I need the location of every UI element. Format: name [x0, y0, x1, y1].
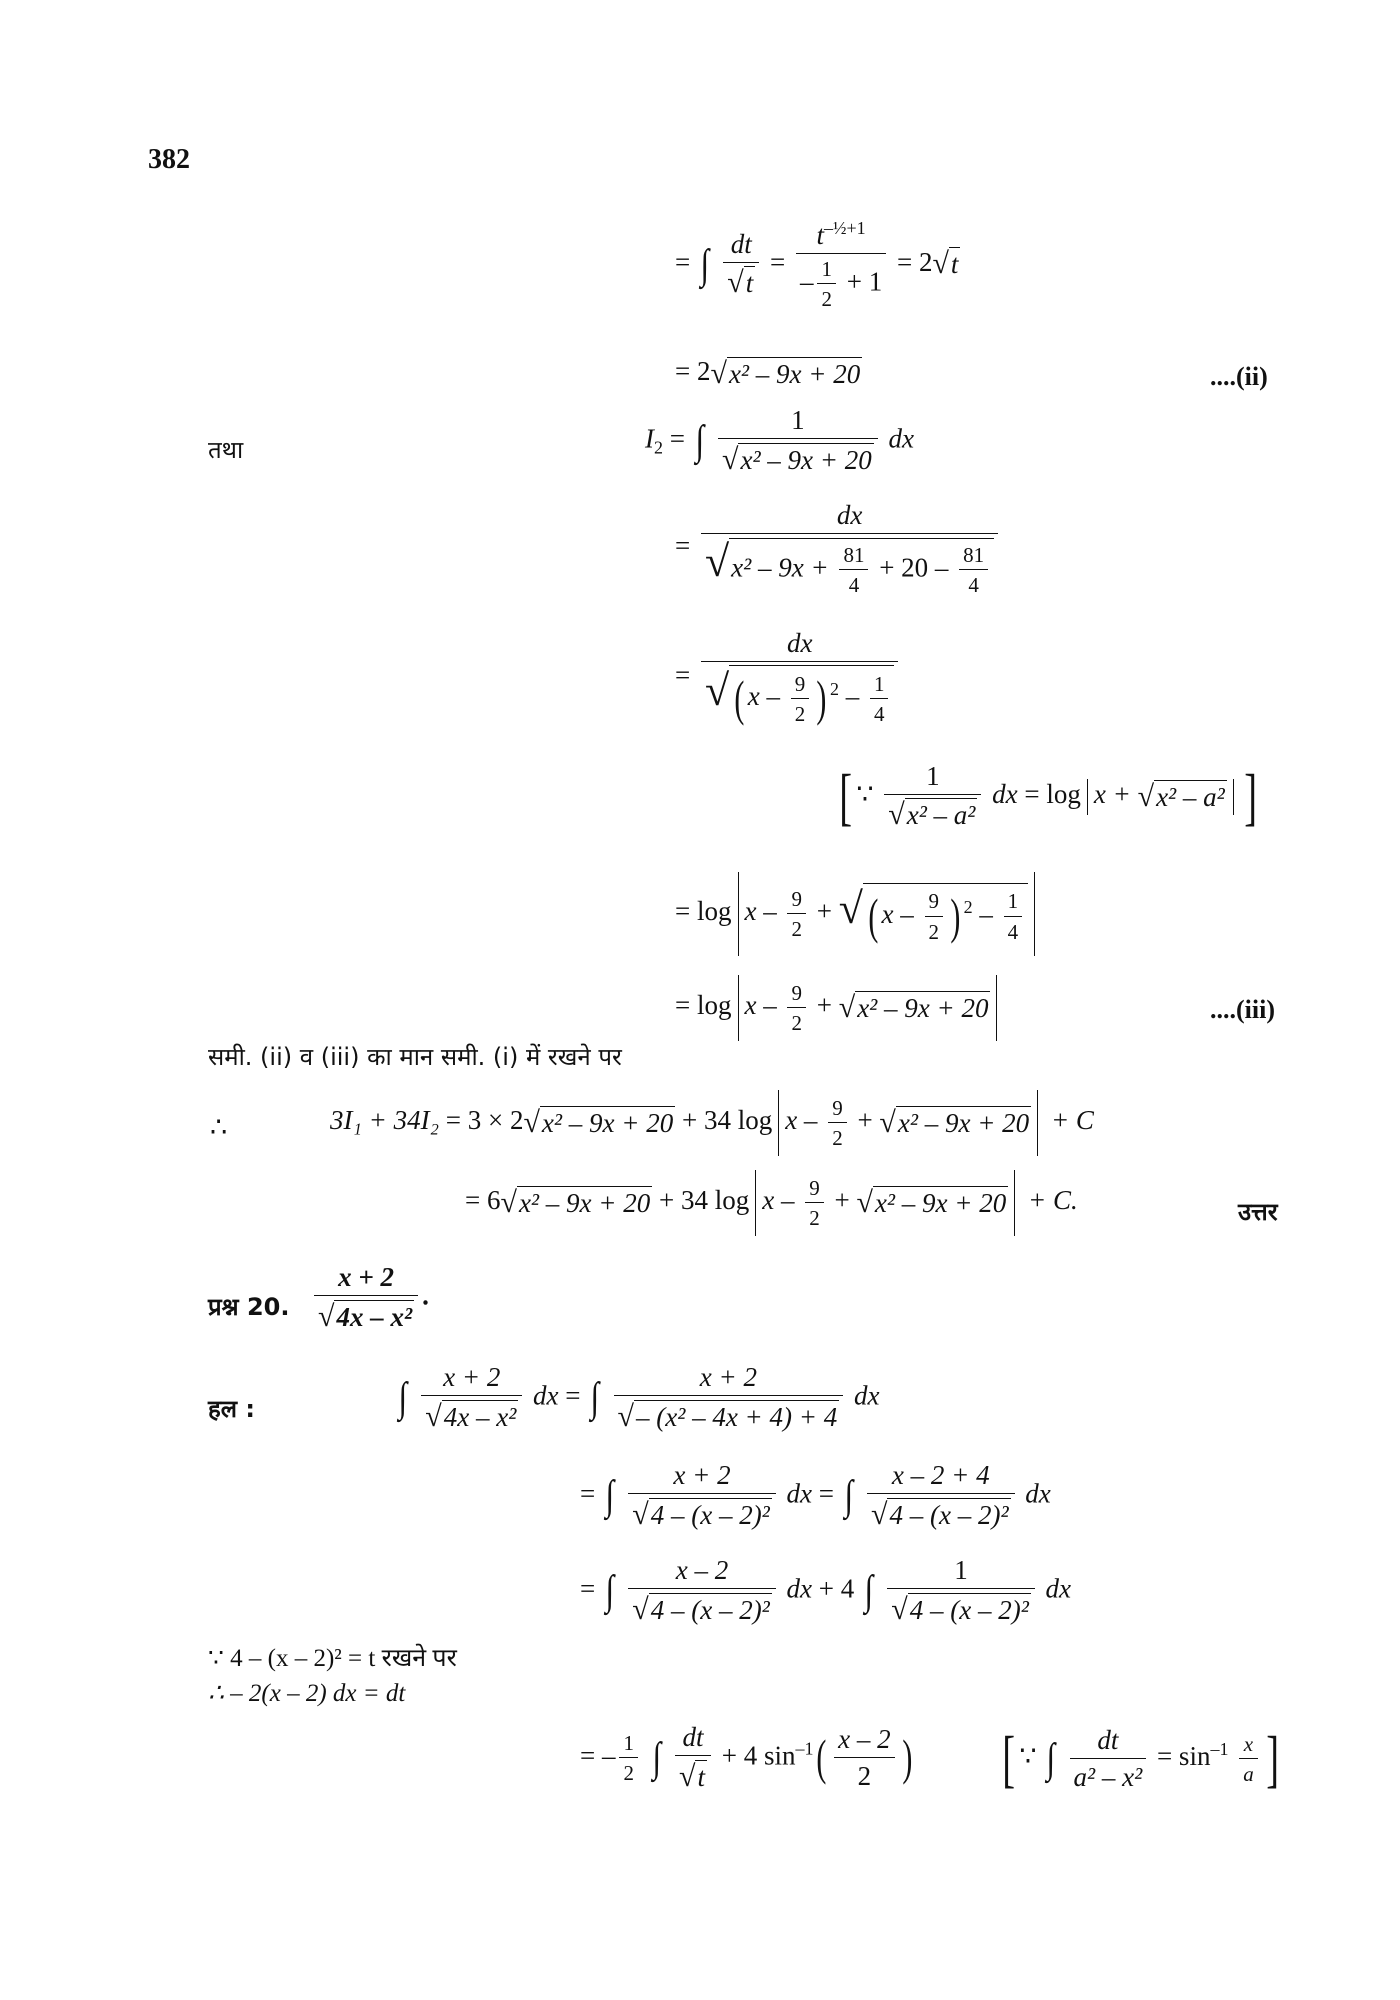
label-tatha: तथा: [208, 436, 244, 464]
answer-label: उत्तर: [1238, 1198, 1278, 1226]
therefore-symbol-1: ∴: [210, 1112, 228, 1142]
question-label: प्रश्न 20.: [208, 1293, 290, 1321]
equation-tag-iii: ....(iii): [1210, 995, 1275, 1024]
equation-line-9: = 6√x² – 9x + 20 + 34 log x – $\frac{9}{2}$ + √x² – 9x + 20 + C.: [465, 1170, 1078, 1236]
equation-line-8: 3I₁ + 34I₂ = 3 × 2√x² – 9x + 20 + 34 log x – $\frac{9}{2}$ + √x² – 9x + 20 + C: [330, 1090, 1094, 1156]
equation-line-2: = 2√x² – 9x + 20: [675, 356, 861, 390]
equation-line-11: = ∫ $\frac{x + 2}{\text{√4 – (x – 2)²}}$ dx = ∫ $\frac{x - 2 + 4}{\text{√4 – (x – 2)²}}$ dx: [580, 1460, 1051, 1531]
equation-tag-ii: ....(ii): [1210, 362, 1268, 391]
substitution-therefore-line: ∴ – 2(x – 2) dx = dt: [208, 1680, 406, 1707]
equation-line-6: = log x – $\frac{9}{2}$ + √ ( x – $\frac{9}{2}$ ) $^2$ – $\frac{1}{4}$: [675, 872, 1041, 956]
substitution-since-line: ∵ 4 – (x – 2)² = t रखने पर: [208, 1645, 457, 1672]
formula-bracket-2: [ ∵ ∫ $\frac{dt}{\text{a² – x²}}$ = $\sin^{-1}$ $\frac{x}{a}$ ]: [1002, 1723, 1279, 1794]
equation-line-4: = dx √x² – 9x + $\frac{81}{4}$ + 20 – $\frac{81}{4}$: [675, 500, 1002, 597]
equation-line-13: = – $\frac{1}{2}$ ∫ $\frac{dt}{√t}$ + 4 $\sin^{-1}$( $\frac{x - 2}{2}$ ): [580, 1722, 912, 1793]
formula-bracket-1: [ ∵ $\frac{1}{\text{√x² – a²}}$ dx = log x + √x² – a² ]: [839, 760, 1257, 832]
equation-line-10: ∫ $\frac{x + 2}{\text{√4x – x²}}$ dx = ∫ $\frac{x + 2}{\text{√– (x² – 4x + 4) + 4}}$ dx: [398, 1362, 880, 1433]
equation-line-7: = log x – $\frac{9}{2}$ + √x² – 9x + 20: [675, 975, 1003, 1041]
question-expression: $\frac{x + 2}{\text{√4x – x²}}$ .: [310, 1262, 429, 1334]
equation-line-3: $I_2$ = ∫ $\frac{1}{\text{√x² – 9x + 20}}$ dx: [645, 405, 914, 476]
equation-line-5: = dx √ ( x – $\frac{9}{2}$ ) $^2$ – $\frac{1}{4}$: [675, 628, 902, 728]
substitution-text: समी. (ii) व (iii) का मान समी. (i) में रखने पर: [208, 1043, 622, 1071]
page-number: 382: [148, 144, 190, 175]
equation-line-1: = ∫ $\frac{dt}{√t}$ = $t^{-\frac{1}{2}+1}$ – $\frac{1}{2}$ + 1 = 2√t: [675, 218, 959, 312]
solution-label: हल :: [208, 1395, 255, 1423]
equation-line-12: = ∫ $\frac{x - 2}{\text{√4 – (x – 2)²}}$ dx + 4 ∫ $\frac{1}{\text{√4 – (x – 2)²}}$ dx: [580, 1555, 1072, 1626]
